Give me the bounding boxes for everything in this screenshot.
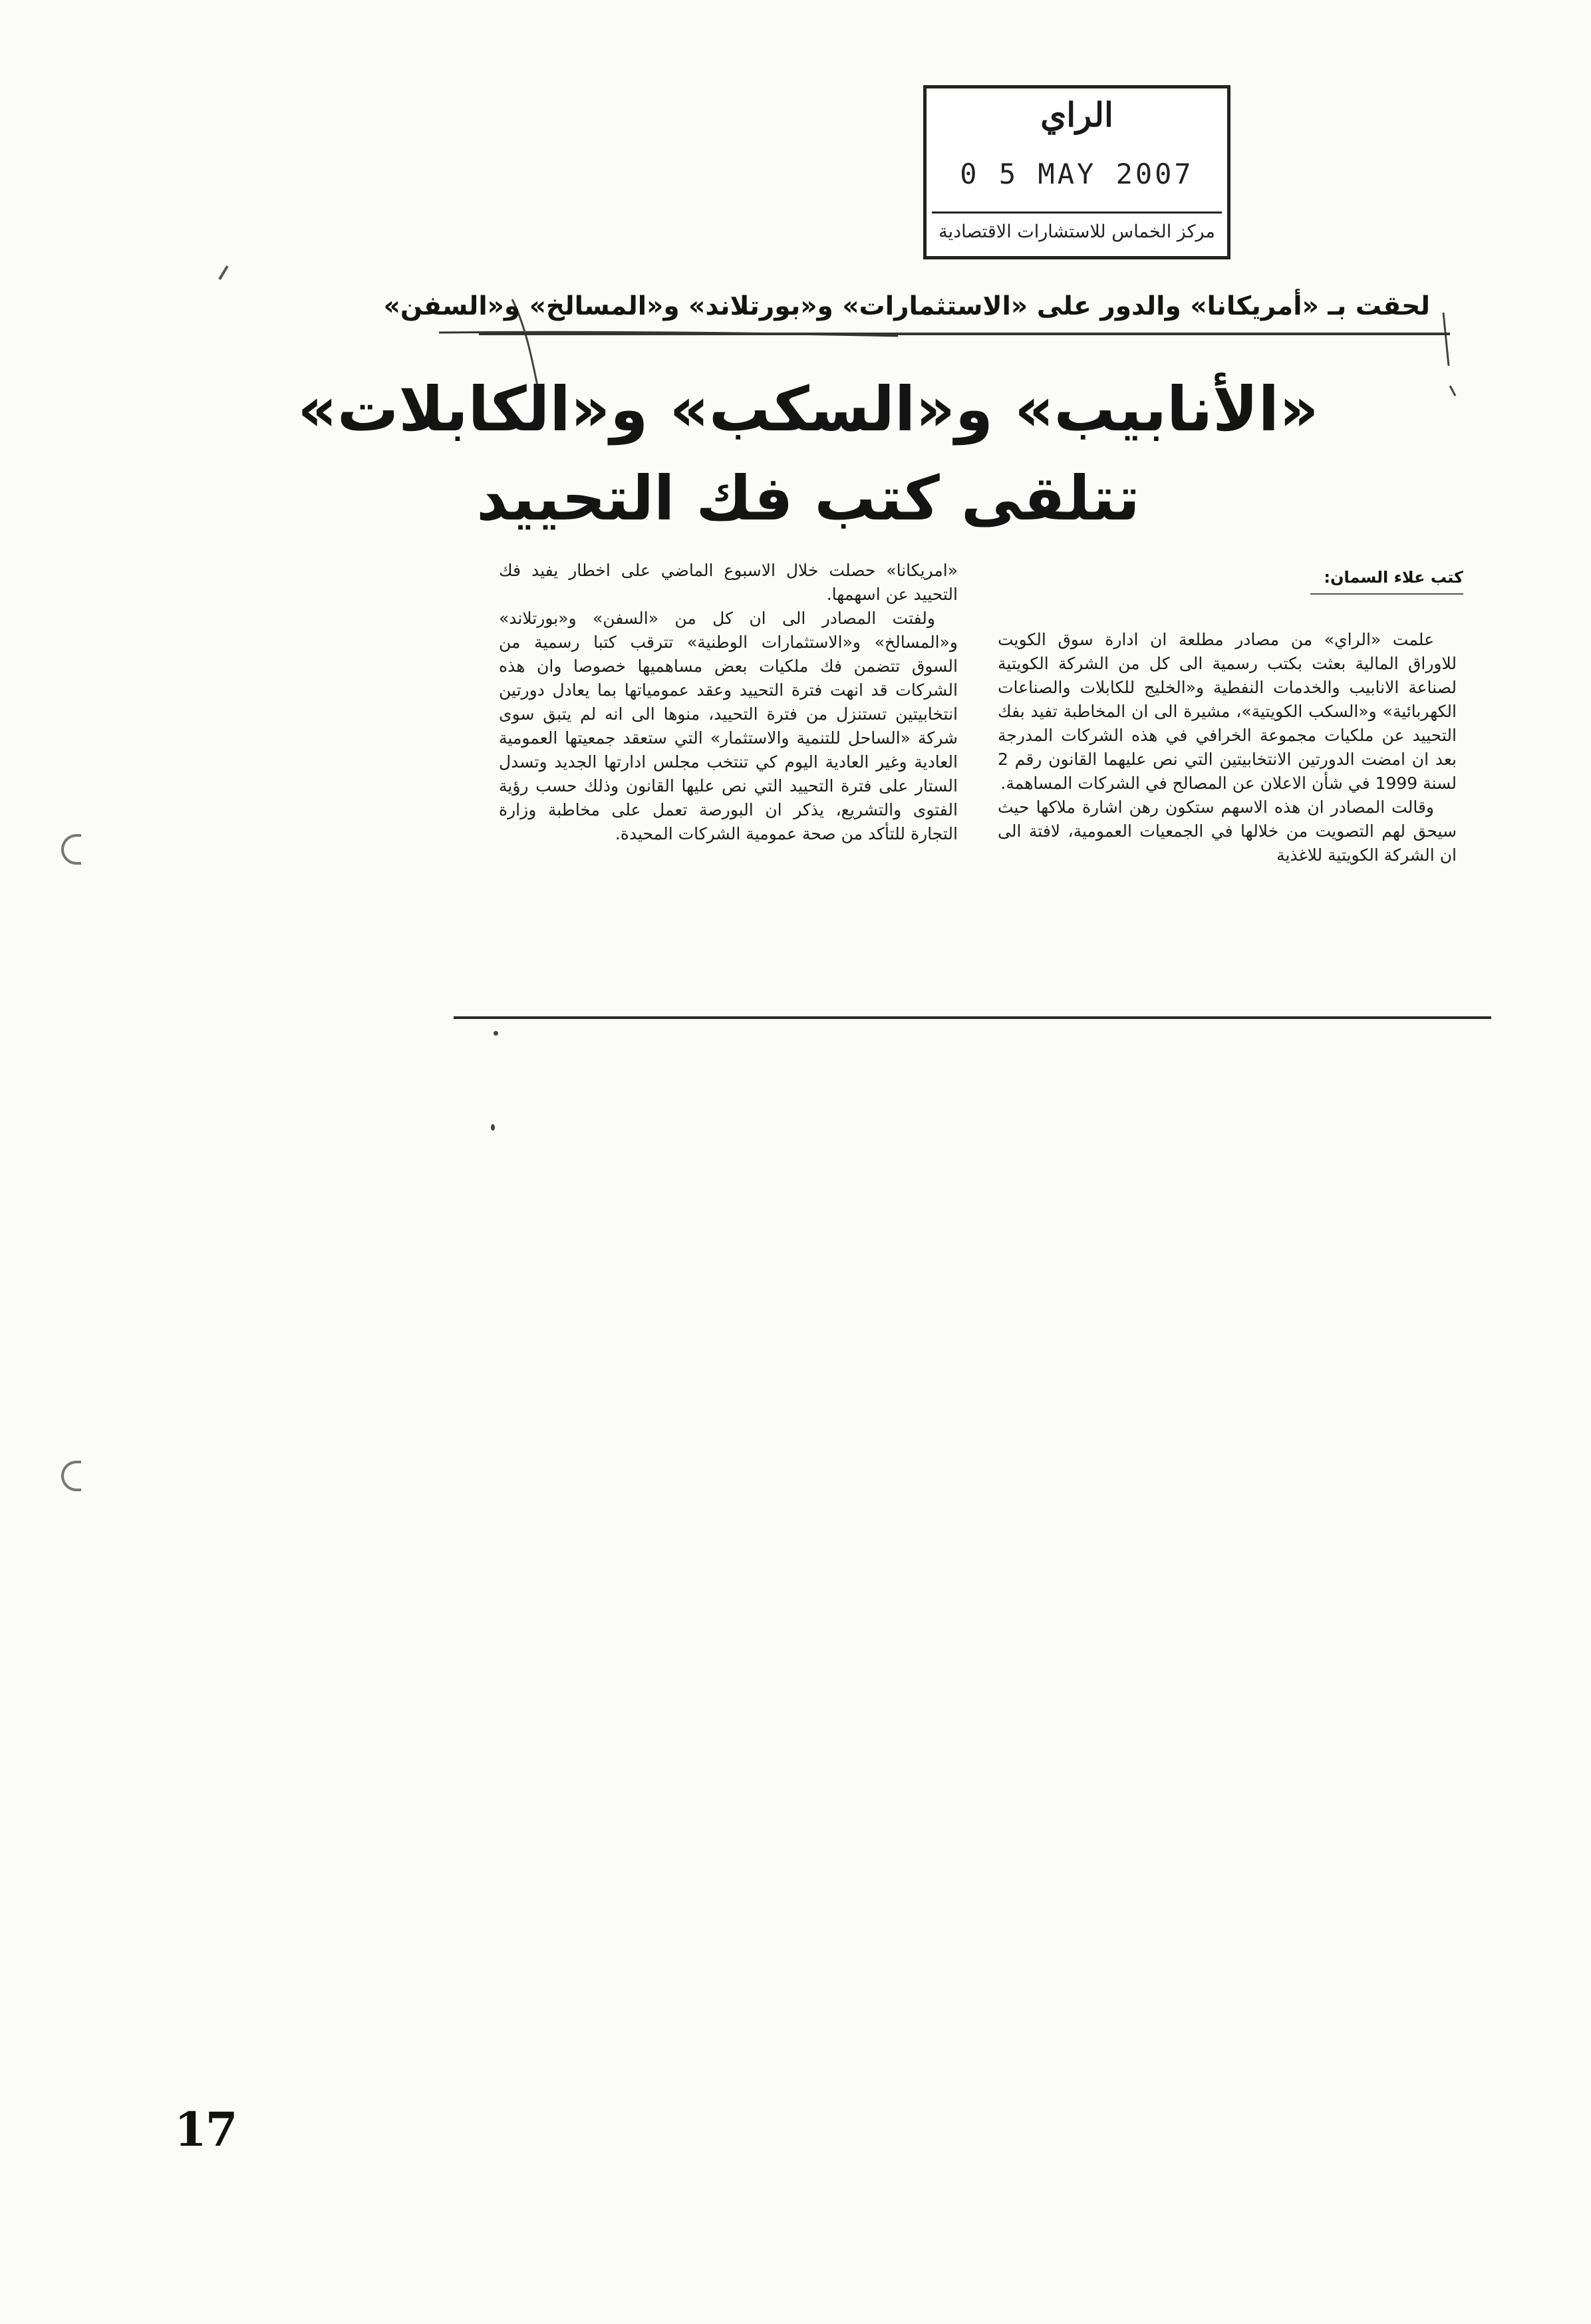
binder-hole (61, 1461, 81, 1491)
byline: كتب علاء السمان: (1324, 568, 1463, 587)
article-paragraph: وقالت المصادر ان هذه الاسهم ستكون رهن اشارة ملاكها حيث سيحق لهم التصويت من خلالها في الجمعيات العمومية، لافتة الى ان الشركة الكويتية للاغذية (998, 798, 1457, 865)
newspaper-date-stamp (923, 85, 1230, 259)
speck (494, 1031, 498, 1036)
article-bottom-rule (454, 1016, 1491, 1019)
stamp-footer: مركز الخماس للاستشارات الاقتصادية (932, 212, 1222, 251)
stamp-newspaper-name: الراي (1040, 95, 1113, 134)
article-column-left (499, 559, 958, 846)
page-number: 17 (174, 2102, 237, 2157)
headline-kicker: لحقت بـ «أمريكانا» والدور على «الاستثمارات» و«بورتلاند» و«المسالخ» و«السفن» (383, 291, 1430, 321)
speck (491, 1124, 495, 1131)
article-column-right (998, 628, 1457, 867)
headline-line-2: تتلقى كتب فك التحييد (476, 463, 1140, 534)
article-paragraph: «امريكانا» حصلت خلال الاسبوع الماضي على اخطار يفيد فك التحييد عن اسهمها. (499, 561, 958, 604)
article-paragraph: علمت «الراي» من مصادر مطلعة ان ادارة سوق الكويت للاوراق المالية بعثت بكتب رسمية الى كل من الشركة الكويتية لصناعة الانابيب والخدمات النفطية و«الخليج للكابلات والصناعات الكهربائية» و«السكب الكويتية»، مشيرة الى ان المخاطبة تفيد بفك التحييد عن ملكيات مجموعة الخرافي في هذه الشركات المدرجة بعد ان امضت الدورتين الانتخابيتين التي نص عليهما القانون رقم 2 لسنة 1999 في شأن الاعلان عن المصالح في الشركات المساهمة. (998, 630, 1457, 793)
kicker-underline (479, 333, 1450, 335)
binder-hole (61, 834, 81, 865)
stamp-date: 0 5 MAY 2007 (960, 158, 1194, 190)
article-paragraph: ولفتت المصادر الى ان كل من «السفن» و«بورتلاند» و«المسالخ» و«الاستثمارات الوطنية» تترقب كتبا رسمية من السوق تتضمن فك ملكيات بعض مساهميها خصوصا وان هذه الشركات قد انهت فترة التحييد وعقد عمومياتها بما يعادل دورتين انتخابيتين تستنزل من فترة التحييد، منوها الى انه لم يتبق سوى شركة «الساحل للتنمية والاستثمار» التي ستعقد جمعيتها العمومية العادية وغير العادية اليوم كي تنتخب مجلس ادارتها الجديد وتسدل الستار على فترة التحييد التي نص عليها القانون وذلك حسب رؤية الفتوى والتشريع، يذكر ان البورصة تعمل على مخاطبة وزارة التجارة للتأكد من صحة عمومية الشركات المحيدة. (499, 609, 958, 843)
byline-rule (1310, 593, 1463, 595)
headline-line-1: «الأنابيب» و«السكب» و«الكابلات» (297, 374, 1319, 445)
